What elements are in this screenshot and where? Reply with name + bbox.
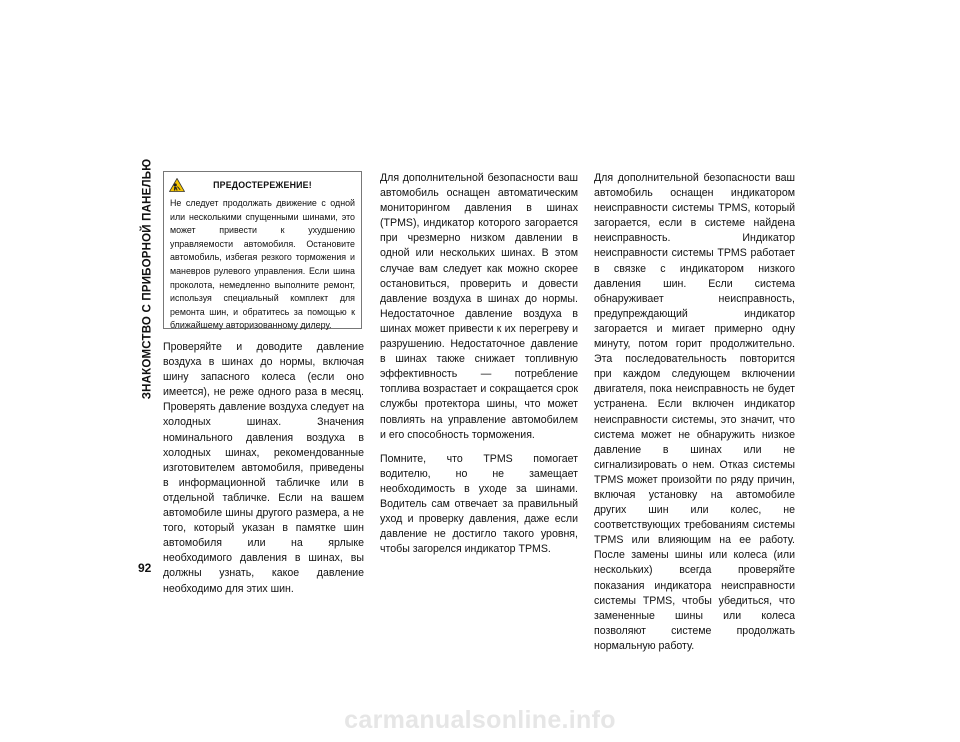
warning-title: ПРЕДОСТЕРЕЖЕНИЕ! [213,180,312,190]
page-number: 92 [138,561,152,575]
text-column-1 [163,340,364,606]
section-title-text: ЗНАКОМСТВО С ПРИБОРНОЙ ПАНЕЛЬЮ [141,158,153,400]
paragraph: Помните, что TPMS помогает водителю, но не замещает необходимость в уходе за шинами. Водитель сам отвечает за правильный уход и проверку давления, даже если давление не достигло такого уровня, чтобы загорелся индикатор TPMS. [380,452,578,556]
paragraph: Для дополнительной безопасности ваш автомобиль оснащен индикатором неисправности системы TPMS, который загорается, если в системе найдена неисправность. Индикатор неисправности системы TPMS работает в связке с индикатором низкого давления шин. Если система обнаруживает неисправность, предупреждающий индикатор загорается и мигает примерно одну минуту, потом горит продолжительно. Эта последовательность повторится при каждом следующем включении двигателя, пока неисправность не будет устранена. Если включен индикатор неисправности системы, это значит, что система может не обнаружить низкое давление в шинах или не сигнализировать о нем. Отказ системы TPMS может произойти по ряду причин, включая установку на автомобиле других шин или колес, не соответствующих требованиям системы TPMS или влияющим на ее работу. После замены шины или колеса (или нескольких) всегда проверяйте показания индикатора неисправности системы TPMS, чтобы убедиться, что замененные шины или колеса позволяют системе продолжать нормальную работу. [594,172,795,652]
warning-text: Не следует продолжать движение с одной или несколькими спущенными шинами, это может привести к ухудшению управляемости автомобиля. Остановите автомобиль, избегая резкого торможения и маневров рулевого управления. Если шина проколота, немедленно выполните ремонт, используя специальный комплект для ремонта шин, и обратитесь за помощью к ближайшему авторизованному дилеру. [170,198,355,331]
watermark: carmanualsonline.info [344,706,616,734]
warning-box [163,171,362,329]
paragraph: Проверяйте и доводите давление воздуха в шинах до нормы, включая шину запасного колеса (если оно имеется), не реже одного раза в месяц. Проверять давление воздуха следует на холодных шинах. Значения номинального давления воздуха в холодных шинах, рекомендованные изготовителем автомобиля, приведены в информационной табличке или в отдельной табличке. Если на вашем автомобиле шины другого размера, а не того, который указан в памятке шин автомобиля или на ярлыке необходимого давления в шинах, вы должны узнать, какое давление необходимо для этих шин. [163,341,364,595]
paragraph: Для дополнительной безопасности ваш автомобиль оснащен автоматическим мониторингом давления в шинах (TPMS), индикатор которого загорается при чрезмерно низком давлении в одной или нескольких шинах. В этом случае вам следует как можно скорее остановиться, проверить и довести давление воздуха в шинах до нормы. Недостаточное давление воздуха в шинах может привести к их перегреву и разрушению. Недостаточное давление в шинах также снижает топливную эффективность — потребление топлива возрастает и сокращается срок службы протектора шины, что может повлиять на управление автомобилем и его способность торможения. [380,172,578,441]
text-column-3 [594,171,795,663]
section-title-vertical [134,158,160,400]
text-column-2 [380,171,578,566]
